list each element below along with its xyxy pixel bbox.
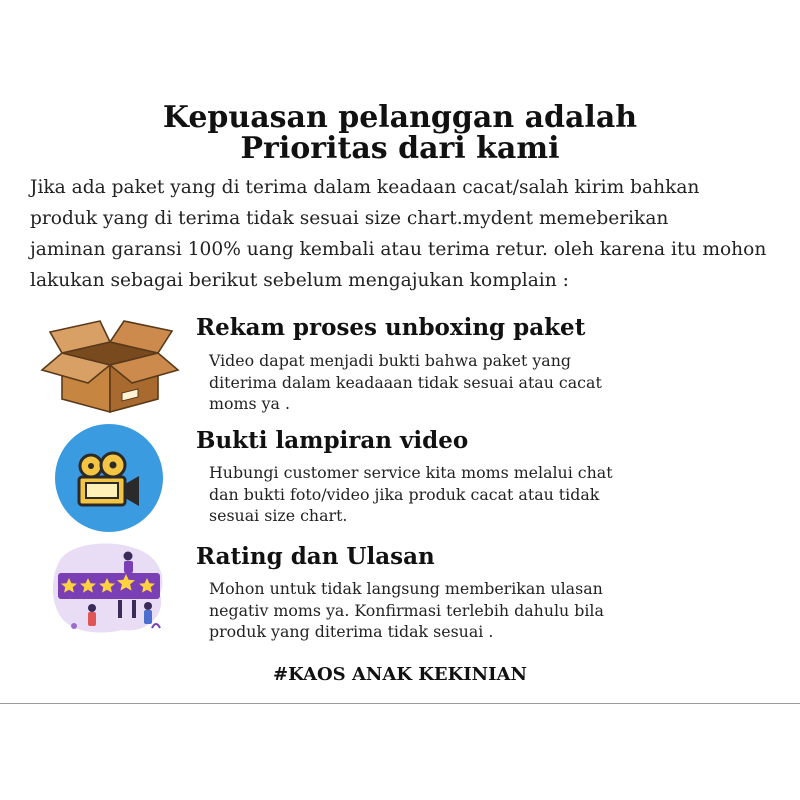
feature-desc-line: Hubungi customer service kita moms melalui chat xyxy=(209,463,613,482)
intro-line: lakukan sebagai berikut sebelum mengajukan komplain : xyxy=(30,270,569,291)
feature-desc-line: Mohon untuk tidak langsung memberikan ulasan xyxy=(209,579,603,598)
feature-desc-line: diterima dalam keadaaan tidak sesuai atau cacat xyxy=(209,372,602,392)
feature-heading-unboxing: Rekam proses unboxing paket xyxy=(196,314,586,341)
hashtag-footer: #KAOS ANAK KEKINIAN xyxy=(273,664,527,685)
title-line-1: Kepuasan pelanggan adalah xyxy=(162,100,638,135)
feature-description-video xyxy=(209,462,613,527)
divider xyxy=(0,703,800,704)
intro-paragraph xyxy=(30,172,790,296)
feature-desc-line: moms ya . xyxy=(209,394,290,413)
rating-stars-icon xyxy=(52,540,168,636)
cardboard-box-icon xyxy=(40,315,180,415)
feature-desc-line: dan bukti foto/video jika produk cacat atau tidak xyxy=(209,484,600,504)
title-line-2: Prioritas dari kami xyxy=(240,131,560,166)
page-title xyxy=(0,102,800,164)
feature-desc-line: sesuai size chart. xyxy=(209,506,348,525)
feature-desc-line: Video dapat menjadi bukti bahwa paket yang xyxy=(209,351,572,370)
feature-desc-line: negativ moms ya. Konfirmasi terlebih dahulu bila xyxy=(209,600,604,620)
feature-description-rating xyxy=(209,578,604,643)
intro-line: Jika ada paket yang di terima dalam keadaan cacat/salah kirim bahkan xyxy=(30,177,700,198)
feature-description-unboxing xyxy=(209,350,602,415)
intro-line: produk yang di terima tidak sesuai size chart.mydent memeberikan xyxy=(30,208,669,229)
intro-line: jaminan garansi 100% uang kembali atau terima retur. oleh karena itu mohon xyxy=(30,239,767,260)
feature-desc-line: produk yang diterima tidak sesuai . xyxy=(209,622,494,641)
video-camera-icon xyxy=(55,424,165,534)
feature-heading-video: Bukti lampiran video xyxy=(196,427,469,454)
feature-heading-rating: Rating dan Ulasan xyxy=(196,543,435,570)
